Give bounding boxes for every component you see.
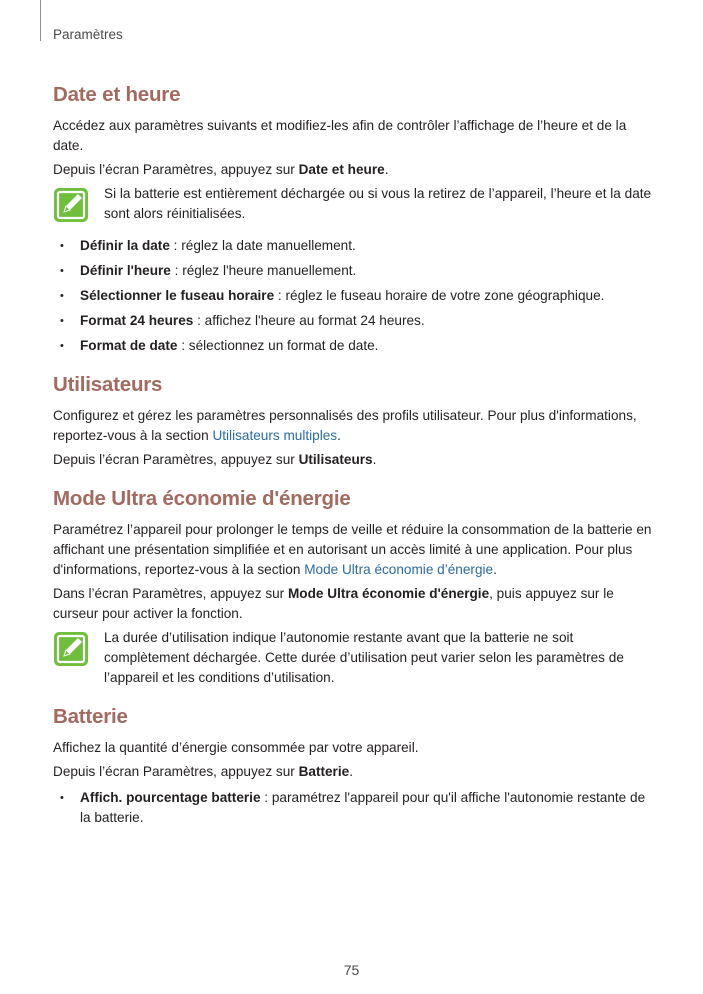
bullet-icon: • bbox=[60, 290, 64, 302]
list-item: • Format 24 heures : affichez l'heure au format 24 heures. bbox=[53, 311, 653, 331]
list-item: • Affich. pourcentage batterie : paramétrez l'appareil pour qu'il affiche l'autonomie restante de la batterie. bbox=[60, 790, 646, 825]
path-target: Batterie bbox=[298, 764, 350, 779]
section-ultra-power-saving bbox=[53, 484, 653, 688]
header-rule bbox=[40, 0, 41, 41]
path-target: Mode Ultra économie d'énergie bbox=[287, 586, 490, 601]
list-item: • Format de date : sélectionnez un format de date. bbox=[53, 336, 653, 356]
path-target: Date et heure bbox=[298, 162, 385, 177]
note-box bbox=[53, 628, 653, 688]
note-box bbox=[53, 184, 653, 224]
bullet-icon: • bbox=[60, 340, 64, 352]
running-title: Paramètres bbox=[53, 27, 123, 42]
bullet-icon: • bbox=[60, 240, 64, 252]
battery-options-list bbox=[53, 788, 653, 828]
page-content bbox=[53, 80, 653, 833]
navigation-path: Depuis l’écran Paramètres, appuyez sur Utilisateurs. bbox=[53, 452, 377, 467]
section-intro: Paramétrez l’appareil pour prolonger le temps de veille et réduire la consommation de la batterie en affichant une présentation simplifiée et en autorisant un accès limité à une application. Pour plus d'informations, reportez-vous à la section Mode Ultra économie d’énergie. bbox=[53, 522, 652, 577]
page-number: 75 bbox=[343, 962, 360, 978]
section-date-time bbox=[53, 80, 653, 356]
navigation-path: Depuis l’écran Paramètres, appuyez sur Date et heure. bbox=[53, 162, 389, 177]
section-intro: Configurez et gérez les paramètres personnalisés des profils utilisateur. Pour plus d'informations, reportez-vous à la section Utilisateurs multiples. bbox=[53, 408, 637, 443]
navigation-path: Depuis l’écran Paramètres, appuyez sur Batterie. bbox=[53, 764, 353, 779]
note-pencil-icon bbox=[53, 631, 89, 667]
note-pencil-icon bbox=[53, 187, 89, 223]
note-text: Si la batterie est entièrement déchargée ou si vous la retirez de l’appareil, l’heure et la date sont alors réinitialisées. bbox=[104, 186, 652, 221]
section-title-date-time: Date et heure bbox=[53, 83, 181, 106]
path-target: Utilisateurs bbox=[298, 452, 373, 467]
list-item: • Définir la date : réglez la date manuellement. bbox=[53, 236, 653, 256]
bullet-icon: • bbox=[60, 315, 64, 327]
section-users bbox=[53, 370, 653, 470]
note-text: La durée d’utilisation indique l’autonomie restante avant que la batterie ne soit complètement déchargée. Cette durée d’utilisation peut varier selon les paramètres de l’appareil et les conditions d’utilisation. bbox=[104, 630, 624, 685]
section-title-ultra-power-saving: Mode Ultra économie d'énergie bbox=[53, 487, 351, 510]
bullet-icon: • bbox=[60, 265, 64, 277]
date-options-list bbox=[53, 236, 653, 356]
link-ultra-power-saving[interactable]: Mode Ultra économie d’énergie bbox=[304, 562, 494, 577]
section-intro: Accédez aux paramètres suivants et modifiez-les afin de contrôler l’affichage de l’heure et de la date. bbox=[53, 118, 627, 153]
section-intro: Affichez la quantité d’énergie consommée par votre appareil. bbox=[53, 740, 419, 755]
section-title-battery: Batterie bbox=[53, 705, 128, 728]
navigation-path: Dans l’écran Paramètres, appuyez sur Mode Ultra économie d'énergie, puis appuyez sur le curseur pour activer la fonction. bbox=[53, 586, 614, 621]
link-multiple-users[interactable]: Utilisateurs multiples bbox=[212, 428, 338, 443]
bullet-icon: • bbox=[60, 792, 64, 804]
list-item: • Définir l'heure : réglez l'heure manuellement. bbox=[53, 261, 653, 281]
list-item: • Sélectionner le fuseau horaire : réglez le fuseau horaire de votre zone géographique. bbox=[53, 286, 653, 306]
section-title-users: Utilisateurs bbox=[53, 373, 163, 396]
section-battery bbox=[53, 702, 653, 828]
